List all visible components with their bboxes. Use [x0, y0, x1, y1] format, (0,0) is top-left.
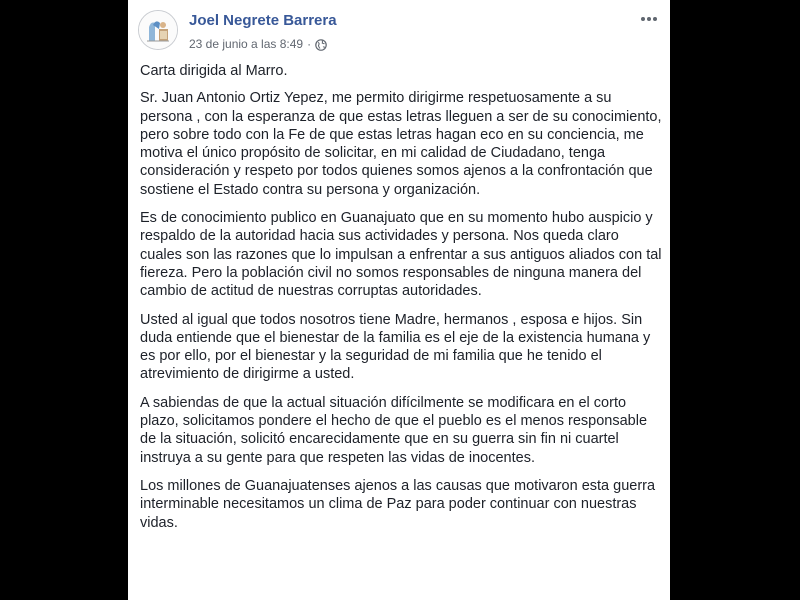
facebook-post-card	[128, 0, 670, 600]
post-paragraph-greeting: Carta dirigida al Marro.	[140, 63, 288, 79]
post-paragraph: Usted al igual que todos nosotros tiene Madre, hermanos , esposa e hijos. Sin duda entiende que el bienestar de la familia es el eje de la existencia humana y es por ello, por el bienestar y la seguridad de mi familia que he tenido el atrevimiento de dirigirme a usted.	[140, 311, 651, 383]
post-options-button[interactable]	[636, 10, 662, 28]
author-avatar[interactable]	[138, 10, 178, 50]
post-meta	[189, 36, 327, 52]
author-name-link[interactable]: Joel Negrete Barrera	[189, 12, 337, 29]
post-paragraph: Sr. Juan Antonio Ortiz Yepez, me permito dirigirme respetuosamente a su persona , con la esperanza de que estas letras lleguen a ser de su conocimiento, pero sobre todo con la Fe de que estas letras hagan eco en su conciencia, me motiva el único propósito de solicitar, en mi calidad de Ciudadano, tenga consideración y respeto por todos quienes somos ajenos a la confrontación que sostiene el Estado contra su persona y organización.	[140, 90, 662, 198]
globe-icon[interactable]	[315, 38, 327, 50]
post-timestamp[interactable]: 23 de junio a las 8:49	[189, 37, 304, 51]
cartoon-avatar-icon	[139, 11, 177, 49]
post-header	[128, 0, 670, 62]
post-paragraph: Es de conocimiento publico en Guanajuato que en su momento hubo auspicio y respaldo de la autoridad hacia sus actividades y persona. Nos queda claro cuales son las razones que lo impulsan a enfrentar a sus antiguos aliados con tal fiereza. Pero la población civil no somos responsables de ninguna manera del cambio de actitud de nuestras corruptas autoridades.	[140, 210, 662, 300]
meta-separator: ·	[307, 37, 312, 51]
post-paragraph: A sabiendas de que la actual situación difícilmente se modificara en el corto plazo, solicitamos pondere el hecho de que el pueblo es el menos responsable de la situación, solicitó encarecidamente que en su guerra sin fin ni cuartel instruya a su gente para que respeten las vidas de inocentes.	[140, 394, 648, 466]
more-horizontal-icon	[640, 16, 658, 22]
post-body	[140, 62, 662, 542]
post-paragraph: Los millones de Guanajuatenses ajenos a las causas que motivaron esta guerra interminable necesitamos un clima de Paz para poder continuar con nuestras vidas.	[140, 477, 656, 531]
